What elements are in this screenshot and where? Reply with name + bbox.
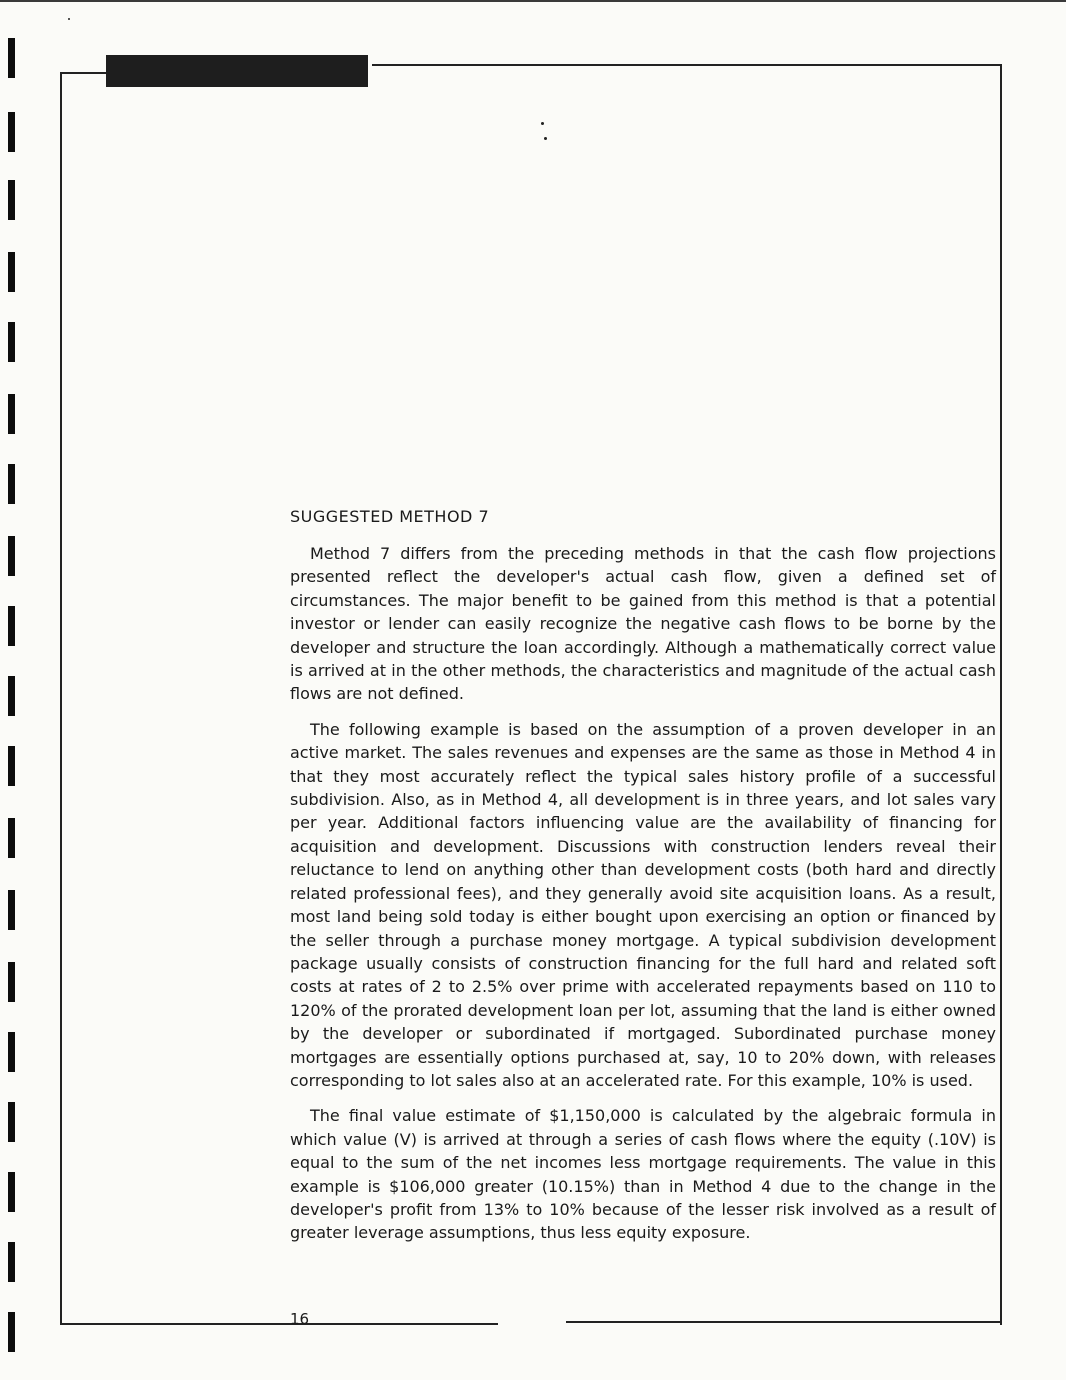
header-bar: [106, 55, 368, 87]
binding-mark: [8, 1242, 15, 1282]
ink-speck: [544, 137, 547, 140]
page-top-edge: [0, 0, 1066, 2]
binding-mark: [8, 180, 15, 220]
document-body: [290, 507, 996, 1257]
binding-mark: [8, 818, 15, 858]
binding-mark: [8, 536, 15, 576]
frame-top-rule: [372, 64, 1002, 66]
paragraph: The following example is based on the assumption of a proven developer in an active market. The sales revenues and expenses are the same as those in Method 4 in that they most accurately reflect the typical sales history profile of a successful subdivision. Also, as in Method 4, all development is in three years, and lot sales vary per year. Additional factors influencing value are the availability of financing for acquisition and development. Discussions with construction lenders reveal their reluctance to lend on anything other than development costs (both hard and directly related professional fees), and they generally avoid site acquisition loans. As a result, most land being sold today is either bought upon exercising an option or financed by the seller through a purchase money mortgage. A typical subdivision development package usually consists of construction financing for the full hard and related soft costs at rates of 2 to 2.5% over prime with accelerated repayments based on 110 to 120% of the prorated development loan per lot, assuming that the land is either owned by the developer or subordinated if mortgaged. Subordinated purchase money mortgages are essentially options purchased at, say, 10 to 20% down, with releases corresponding to lot sales also at an accelerated rate. For this example, 10% is used.: [290, 719, 996, 1090]
frame-bottom-rule: [566, 1321, 1002, 1323]
binding-mark: [8, 890, 15, 930]
section-heading: SUGGESTED METHOD 7: [290, 507, 490, 526]
binding-mark: [8, 962, 15, 1002]
frame-bottom-rule: [60, 1323, 498, 1325]
binding-mark: [8, 322, 15, 362]
binding-mark: [8, 38, 15, 78]
page-number: 16: [290, 1310, 310, 1328]
binding-mark: [8, 1032, 15, 1072]
frame-right-rule: [1000, 64, 1002, 1325]
paragraph: Method 7 differs from the preceding methods in that the cash flow projections presented reflect the developer's actual cash flow, given a defined set of circumstances. The major benefit to be gained from this method is that a potential investor or lender can easily recognize the negative cash flows to be borne by the developer and structure the loan accordingly. Although a mathematically correct value is arrived at in the other methods, the characteristics and magnitude of the actual cash flows are not defined.: [290, 544, 996, 704]
binding-mark: [8, 1172, 15, 1212]
binding-mark: [8, 676, 15, 716]
binding-mark: [8, 606, 15, 646]
binding-mark: [8, 746, 15, 786]
binding-mark: [8, 1312, 15, 1352]
frame-top-rule: [60, 72, 106, 74]
ink-speck: [68, 18, 70, 20]
binding-mark: [8, 394, 15, 434]
binding-mark: [8, 464, 15, 504]
paragraph: The final value estimate of $1,150,000 is calculated by the algebraic formula in which value (V) is arrived at through a series of cash flows where the equity (.10V) is equal to the sum of the net incomes less mortgage requirements. The value in this example is $106,000 greater (10.15%) than in Method 4 due to the change in the developer's profit from 13% to 10% because of the lesser risk involved as a result of greater leverage assumptions, thus less equity exposure.: [290, 1106, 996, 1243]
binding-mark: [8, 252, 15, 292]
frame-left-rule: [60, 72, 62, 1325]
binding-mark: [8, 112, 15, 152]
ink-speck: [541, 122, 544, 125]
binding-mark: [8, 1102, 15, 1142]
